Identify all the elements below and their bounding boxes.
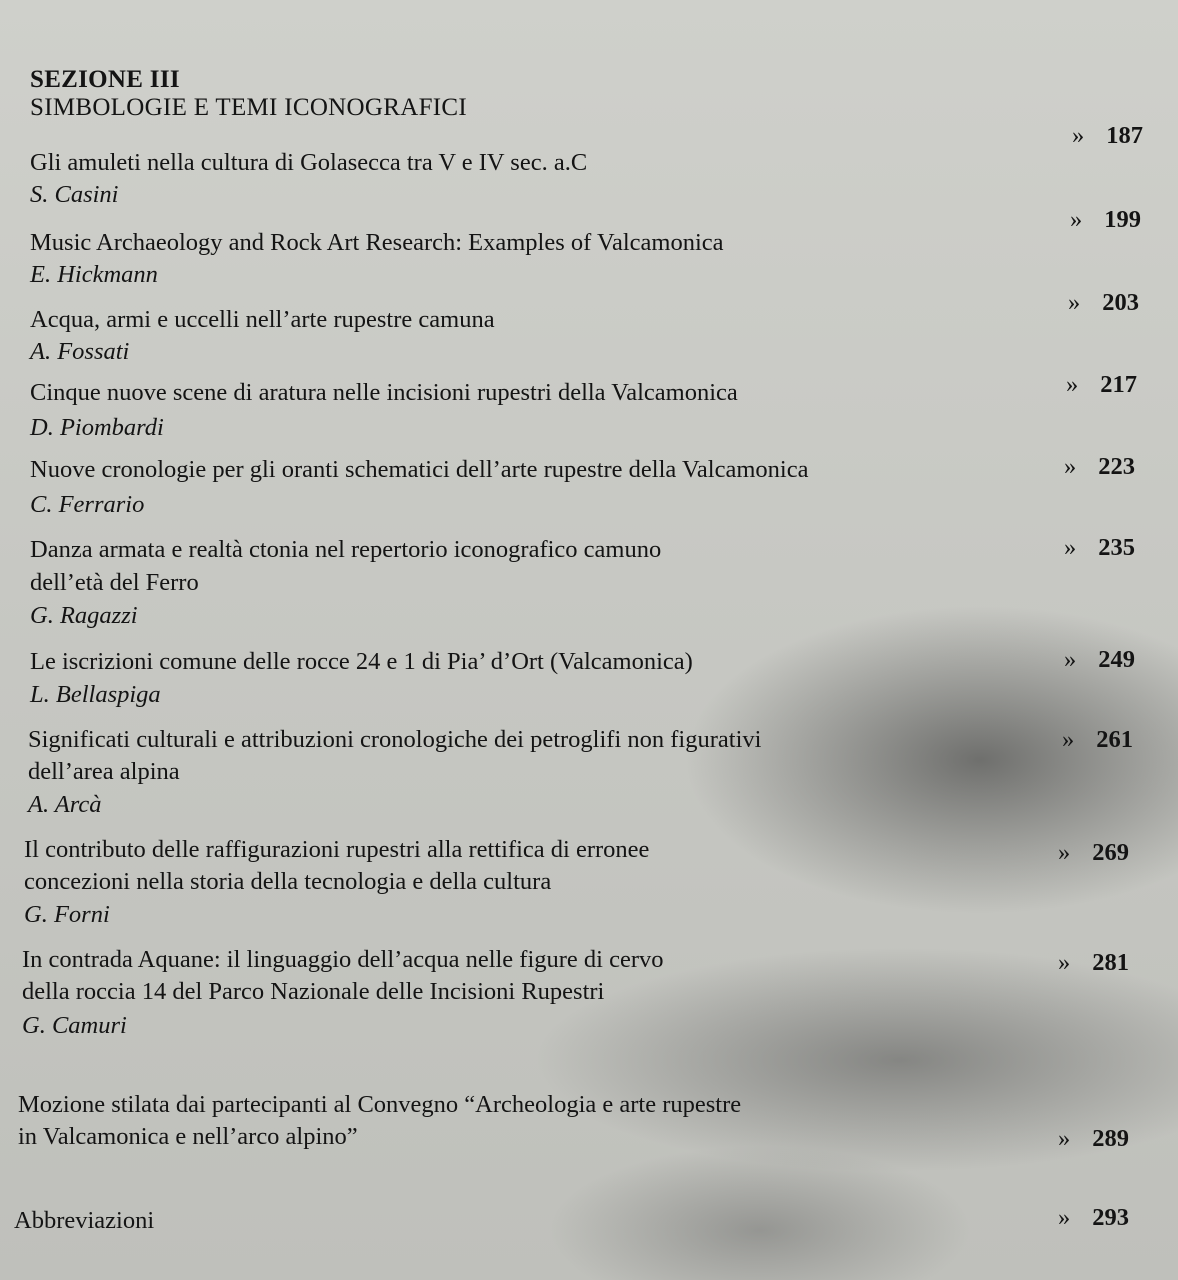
section-number: SEZIONE III [30,66,180,93]
entry-author: D. Piombardi [30,414,164,441]
page-marker: » [1058,839,1071,866]
entry-page-number: 235 [1098,534,1135,561]
entry-page-ref [1066,370,1137,400]
entry-page-number: 203 [1102,289,1139,316]
entry-title-line: Il contributo delle raffigurazioni rupestri alla rettifica di erronee [24,836,650,863]
entry-title-line: della roccia 14 del Parco Nazionale delle Incisioni Rupestri [22,978,605,1005]
entry-page-ref [1064,533,1135,563]
entry-page-number: 223 [1098,453,1135,480]
page-marker: » [1062,726,1075,753]
entry-page-ref [1058,838,1129,868]
entry-title-line: Abbreviazioni [14,1207,155,1234]
entry-page-number: 289 [1092,1125,1129,1152]
entry-title-line: concezioni nella storia della tecnologia e della cultura [24,868,552,895]
entry-title-line: In contrada Aquane: il linguaggio dell’acqua nelle figure di cervo [22,946,664,973]
entry-title-line: Danza armata e realtà ctonia nel repertorio iconografico camuno [30,536,662,563]
entry-author: A. Fossati [30,338,130,365]
entry-page-ref [1064,645,1135,675]
entry-page-number: 199 [1104,206,1141,233]
entry-title-line: Mozione stilata dai partecipanti al Convegno “Archeologia e arte rupestre [18,1091,742,1118]
entry-page-ref [1058,948,1129,978]
entry-title-line: Music Archaeology and Rock Art Research: Examples of Valcamonica [30,229,724,256]
entry-title-line: dell’età del Ferro [30,569,199,596]
page-marker: » [1064,646,1077,673]
page-marker: » [1066,371,1079,398]
entry-page-ref [1062,725,1133,755]
page-marker: » [1058,949,1071,976]
entry-author: G. Camuri [22,1012,127,1039]
entry-title-line: dell’area alpina [28,758,180,785]
entry-title-line: Gli amuleti nella cultura di Golasecca tra V e IV sec. a.C [30,149,588,176]
entry-title-line: Acqua, armi e uccelli nell’arte rupestre camuna [30,306,495,333]
entry-page-number: 187 [1106,122,1143,149]
entry-page-number: 281 [1092,949,1129,976]
page-marker: » [1058,1125,1071,1152]
entry-title-line: Le iscrizioni comune delle rocce 24 e 1 di Pia’ d’Ort (Valcamonica) [30,648,693,675]
entry-page-number: 249 [1098,646,1135,673]
page-marker: » [1064,453,1077,480]
entry-title-line: in Valcamonica e nell’arco alpino” [18,1123,358,1150]
entry-page-ref [1070,205,1141,235]
entry-author: A. Arcà [28,791,102,818]
entry-author: G. Forni [24,901,110,928]
entry-page-ref [1064,452,1135,482]
entry-title-line: Significati culturali e attribuzioni cronologiche dei petroglifi non figurativi [28,726,762,753]
entry-title-line: Cinque nuove scene di aratura nelle incisioni rupestri della Valcamonica [30,379,738,406]
entry-title-line: Nuove cronologie per gli oranti schematici dell’arte rupestre della Valcamonica [30,456,809,483]
page-marker: » [1064,534,1077,561]
entry-page-number: 261 [1096,726,1133,753]
page-marker: » [1058,1204,1071,1231]
entry-page-ref [1058,1124,1129,1154]
entry-page-ref [1058,1203,1129,1233]
entry-author: G. Ragazzi [30,602,138,629]
entry-author: L. Bellaspiga [30,681,161,708]
section-title: SIMBOLOGIE E TEMI ICONOGRAFICI [30,94,468,121]
page-marker: » [1070,206,1083,233]
entry-page-number: 217 [1100,371,1137,398]
entry-page-ref [1072,121,1143,151]
page-marker: » [1068,289,1081,316]
entry-page-number: 269 [1092,839,1129,866]
entry-author: C. Ferrario [30,491,145,518]
page-marker: » [1072,122,1085,149]
section-heading [30,66,467,122]
entry-page-ref [1068,288,1139,318]
entry-author: E. Hickmann [30,261,158,288]
entry-page-number: 293 [1092,1204,1129,1231]
entry-author: S. Casini [30,181,119,208]
